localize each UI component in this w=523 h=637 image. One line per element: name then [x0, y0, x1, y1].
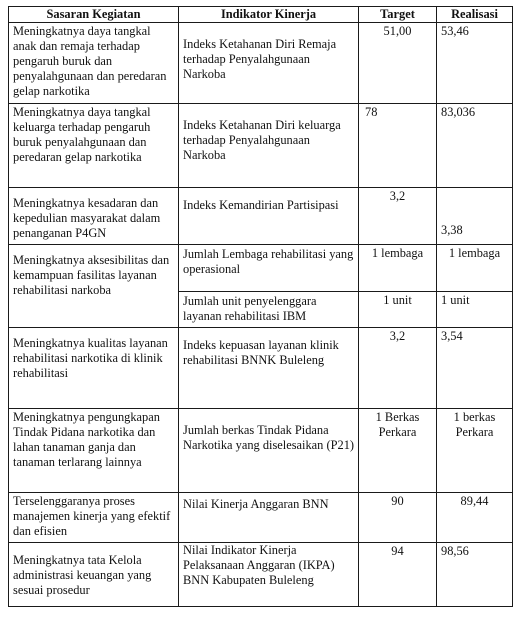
table-row [9, 409, 513, 493]
table-row [9, 188, 513, 245]
cell-indikator: Nilai Indikator Kinerja Pelaksanaan Anggaran (IKPA) BNN Kabupaten Buleleng [179, 543, 359, 607]
header-target: Target [359, 7, 437, 23]
table-row [9, 245, 513, 292]
cell-sasaran: Meningkatnya kualitas layanan rehabilitasi narkotika di klinik rehabilitasi [9, 328, 179, 409]
cell-target: 51,00 [359, 23, 437, 104]
performance-table [8, 6, 513, 607]
cell-realisasi: 3,54 [437, 328, 513, 409]
cell-realisasi: 1 berkas Perkara [437, 409, 513, 493]
cell-target: 1 unit [359, 292, 437, 328]
cell-target: 90 [359, 493, 437, 543]
cell-indikator: Jumlah unit penyelenggara layanan rehabilitasi IBM [179, 292, 359, 328]
cell-sasaran: Meningkatnya daya tangkal anak dan remaja terhadap pengaruh buruk dan penyalahgunaan dan peredaran gelap narkotika [9, 23, 179, 104]
cell-realisasi: 53,46 [437, 23, 513, 104]
cell-sasaran: Meningkatnya kesadaran dan kepedulian masyarakat dalam penanganan P4GN [9, 188, 179, 245]
cell-target: 3,2 [359, 188, 437, 245]
cell-realisasi: 89,44 [437, 493, 513, 543]
cell-realisasi: 98,56 [437, 543, 513, 607]
table-header-row [9, 7, 513, 23]
cell-sasaran: Meningkatnya aksesibilitas dan kemampuan fasilitas layanan rehabilitasi narkoba [9, 245, 179, 328]
cell-realisasi: 1 lembaga [437, 245, 513, 292]
cell-indikator: Indeks kepuasan layanan klinik rehabilitasi BNNK Buleleng [179, 328, 359, 409]
header-sasaran: Sasaran Kegiatan [9, 7, 179, 23]
cell-sasaran: Meningkatnya tata Kelola administrasi keuangan yang sesuai prosedur [9, 543, 179, 607]
cell-realisasi: 83,036 [437, 104, 513, 188]
cell-target: 78 [359, 104, 437, 188]
header-indikator: Indikator Kinerja [179, 7, 359, 23]
table-row [9, 493, 513, 543]
cell-indikator: Jumlah Lembaga rehabilitasi yang operasional [179, 245, 359, 292]
cell-target: 1 lembaga [359, 245, 437, 292]
cell-target: 94 [359, 543, 437, 607]
cell-target: 1 Berkas Perkara [359, 409, 437, 493]
cell-indikator: Jumlah berkas Tindak Pidana Narkotika yang diselesaikan (P21) [179, 409, 359, 493]
table-row [9, 104, 513, 188]
header-realisasi: Realisasi [437, 7, 513, 23]
cell-sasaran: Meningkatnya daya tangkal keluarga terhadap pengaruh buruk penyalahgunaan dan peredaran gelap narkotika [9, 104, 179, 188]
cell-realisasi: 3,38 [437, 188, 513, 245]
cell-indikator: Indeks Kemandirian Partisipasi [179, 188, 359, 245]
cell-indikator: Indeks Ketahanan Diri keluarga terhadap Penyalahgunaan Narkoba [179, 104, 359, 188]
cell-target: 3,2 [359, 328, 437, 409]
cell-sasaran: Meningkatnya pengungkapan Tindak Pidana narkotika dan lahan tanaman ganja dan tanaman terlarang lainnya [9, 409, 179, 493]
cell-sasaran: Terselenggaranya proses manajemen kinerja yang efektif dan efisien [9, 493, 179, 543]
table-row [9, 23, 513, 104]
table-row [9, 328, 513, 409]
cell-realisasi: 1 unit [437, 292, 513, 328]
table-row [9, 543, 513, 607]
cell-indikator: Indeks Ketahanan Diri Remaja terhadap Penyalahgunaan Narkoba [179, 23, 359, 104]
cell-indikator: Nilai Kinerja Anggaran BNN [179, 493, 359, 543]
